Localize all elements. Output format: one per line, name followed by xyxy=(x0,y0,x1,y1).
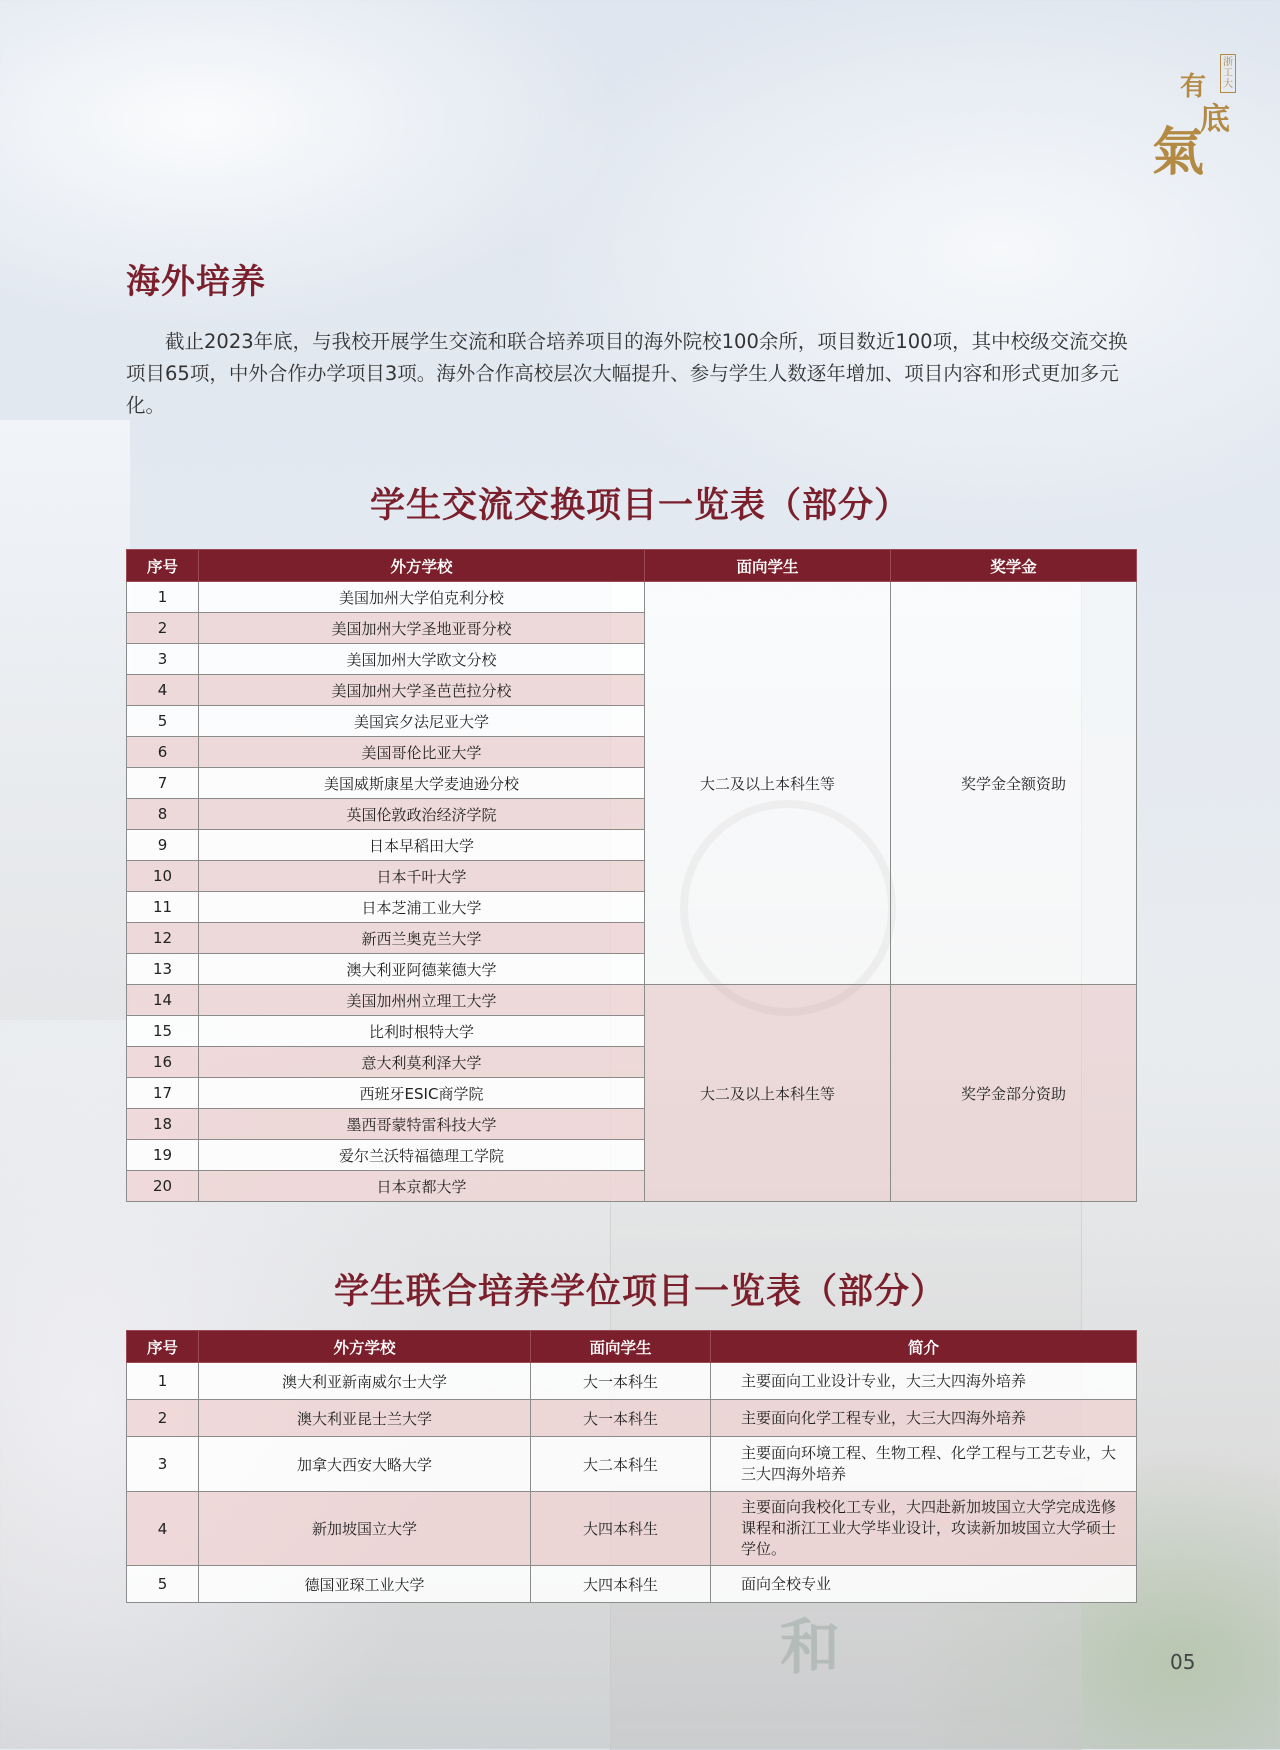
header-school: 外方学校 xyxy=(199,550,645,582)
row-no: 1 xyxy=(127,582,199,613)
row-no: 5 xyxy=(127,1566,199,1603)
table-row xyxy=(127,582,1137,613)
header-school: 外方学校 xyxy=(199,1331,531,1363)
row-no: 16 xyxy=(127,1047,199,1078)
group-scholarship: 奖学金全额资助 xyxy=(891,582,1137,985)
joint-table-header xyxy=(127,1331,1137,1363)
row-school: 美国加州大学伯克利分校 xyxy=(199,582,645,613)
row-no: 13 xyxy=(127,954,199,985)
row-students: 大一本科生 xyxy=(531,1400,711,1437)
row-no: 14 xyxy=(127,985,199,1016)
row-no: 17 xyxy=(127,1078,199,1109)
intro-paragraph: 截止2023年底，与我校开展学生交流和联合培养项目的海外院校100余所，项目数近100项，其中校级交流交换项目65项，中外合作办学项目3项。海外合作高校层次大幅提升、参与学生人数逐年增加、项目内容和形式更加多元化。 xyxy=(126,330,1128,417)
table-row xyxy=(127,1437,1137,1492)
row-school: 美国威斯康星大学麦迪逊分校 xyxy=(199,768,645,799)
row-school: 日本芝浦工业大学 xyxy=(199,892,645,923)
exchange-table-title: 学生交流交换项目一览表（部分） xyxy=(369,486,910,526)
table-row xyxy=(127,1363,1137,1400)
row-intro: 主要面向工业设计专业，大三大四海外培养 xyxy=(711,1363,1137,1400)
row-school: 英国伦敦政治经济学院 xyxy=(199,799,645,830)
row-school: 西班牙ESIC商学院 xyxy=(199,1078,645,1109)
row-school: 新加坡国立大学 xyxy=(199,1492,531,1566)
header-intro: 简介 xyxy=(711,1331,1137,1363)
exchange-table xyxy=(126,549,1137,1202)
row-school: 比利时根特大学 xyxy=(199,1016,645,1047)
header-students: 面向学生 xyxy=(645,550,891,582)
emblem-char-2: 底 xyxy=(1200,102,1230,137)
row-no: 1 xyxy=(127,1363,199,1400)
row-no: 3 xyxy=(127,644,199,675)
group-students: 大二及以上本科生等 xyxy=(645,985,891,1202)
header-no: 序号 xyxy=(127,550,199,582)
table-row xyxy=(127,1566,1137,1603)
row-no: 20 xyxy=(127,1171,199,1202)
emblem-char-1: 有 xyxy=(1180,72,1207,102)
header-no: 序号 xyxy=(127,1331,199,1363)
row-school: 日本千叶大学 xyxy=(199,861,645,892)
page-title: 海外培养 xyxy=(126,262,266,302)
row-school: 澳大利亚阿德莱德大学 xyxy=(199,954,645,985)
row-school: 美国加州大学欧文分校 xyxy=(199,644,645,675)
row-students: 大一本科生 xyxy=(531,1363,711,1400)
group-students: 大二及以上本科生等 xyxy=(645,582,891,985)
row-students: 大四本科生 xyxy=(531,1492,711,1566)
row-school: 日本早稻田大学 xyxy=(199,830,645,861)
group-scholarship: 奖学金部分资助 xyxy=(891,985,1137,1202)
row-school: 意大利莫利泽大学 xyxy=(199,1047,645,1078)
row-school: 美国加州州立理工大学 xyxy=(199,985,645,1016)
row-no: 10 xyxy=(127,861,199,892)
row-no: 8 xyxy=(127,799,199,830)
row-no: 7 xyxy=(127,768,199,799)
row-school: 澳大利亚昆士兰大学 xyxy=(199,1400,531,1437)
row-no: 15 xyxy=(127,1016,199,1047)
row-no: 4 xyxy=(127,1492,199,1566)
table-row xyxy=(127,1400,1137,1437)
row-no: 5 xyxy=(127,706,199,737)
row-no: 6 xyxy=(127,737,199,768)
row-no: 18 xyxy=(127,1109,199,1140)
row-school: 日本京都大学 xyxy=(199,1171,645,1202)
row-school: 美国加州大学圣芭芭拉分校 xyxy=(199,675,645,706)
row-school: 新西兰奥克兰大学 xyxy=(199,923,645,954)
row-no: 9 xyxy=(127,830,199,861)
joint-table-title: 学生联合培养学位项目一览表（部分） xyxy=(333,1272,946,1312)
row-school: 加拿大西安大略大学 xyxy=(199,1437,531,1492)
row-school: 澳大利亚新南威尔士大学 xyxy=(199,1363,531,1400)
row-no: 2 xyxy=(127,1400,199,1437)
page-number: 05 xyxy=(1170,1650,1196,1674)
row-no: 19 xyxy=(127,1140,199,1171)
row-school: 墨西哥蒙特雷科技大学 xyxy=(199,1109,645,1140)
row-intro: 主要面向环境工程、生物工程、化学工程与工艺专业，大三大四海外培养 xyxy=(711,1437,1137,1492)
joint-table xyxy=(126,1330,1137,1603)
background-calligraphy: 和 xyxy=(780,1613,840,1683)
header-students: 面向学生 xyxy=(531,1331,711,1363)
table-row xyxy=(127,985,1137,1016)
row-school: 美国哥伦比亚大学 xyxy=(199,737,645,768)
emblem-char-3: 氣 xyxy=(1152,122,1205,183)
brand-emblem xyxy=(1150,48,1240,183)
row-students: 大二本科生 xyxy=(531,1437,711,1492)
row-no: 3 xyxy=(127,1437,199,1492)
exchange-table-header xyxy=(127,550,1137,582)
row-no: 4 xyxy=(127,675,199,706)
row-no: 12 xyxy=(127,923,199,954)
row-school: 美国宾夕法尼亚大学 xyxy=(199,706,645,737)
row-intro: 主要面向化学工程专业，大三大四海外培养 xyxy=(711,1400,1137,1437)
row-students: 大四本科生 xyxy=(531,1566,711,1603)
row-school: 爱尔兰沃特福德理工学院 xyxy=(199,1140,645,1171)
header-scholarship: 奖学金 xyxy=(891,550,1137,582)
row-intro: 主要面向我校化工专业，大四赴新加坡国立大学完成选修课程和浙江工业大学毕业设计，攻读新加坡国立大学硕士学位。 xyxy=(711,1492,1137,1566)
table-row xyxy=(127,1492,1137,1566)
row-school: 美国加州大学圣地亚哥分校 xyxy=(199,613,645,644)
row-school: 德国亚琛工业大学 xyxy=(199,1566,531,1603)
row-no: 11 xyxy=(127,892,199,923)
row-no: 2 xyxy=(127,613,199,644)
row-intro: 面向全校专业 xyxy=(711,1566,1137,1603)
emblem-seal: 浙工大 xyxy=(1220,54,1236,93)
